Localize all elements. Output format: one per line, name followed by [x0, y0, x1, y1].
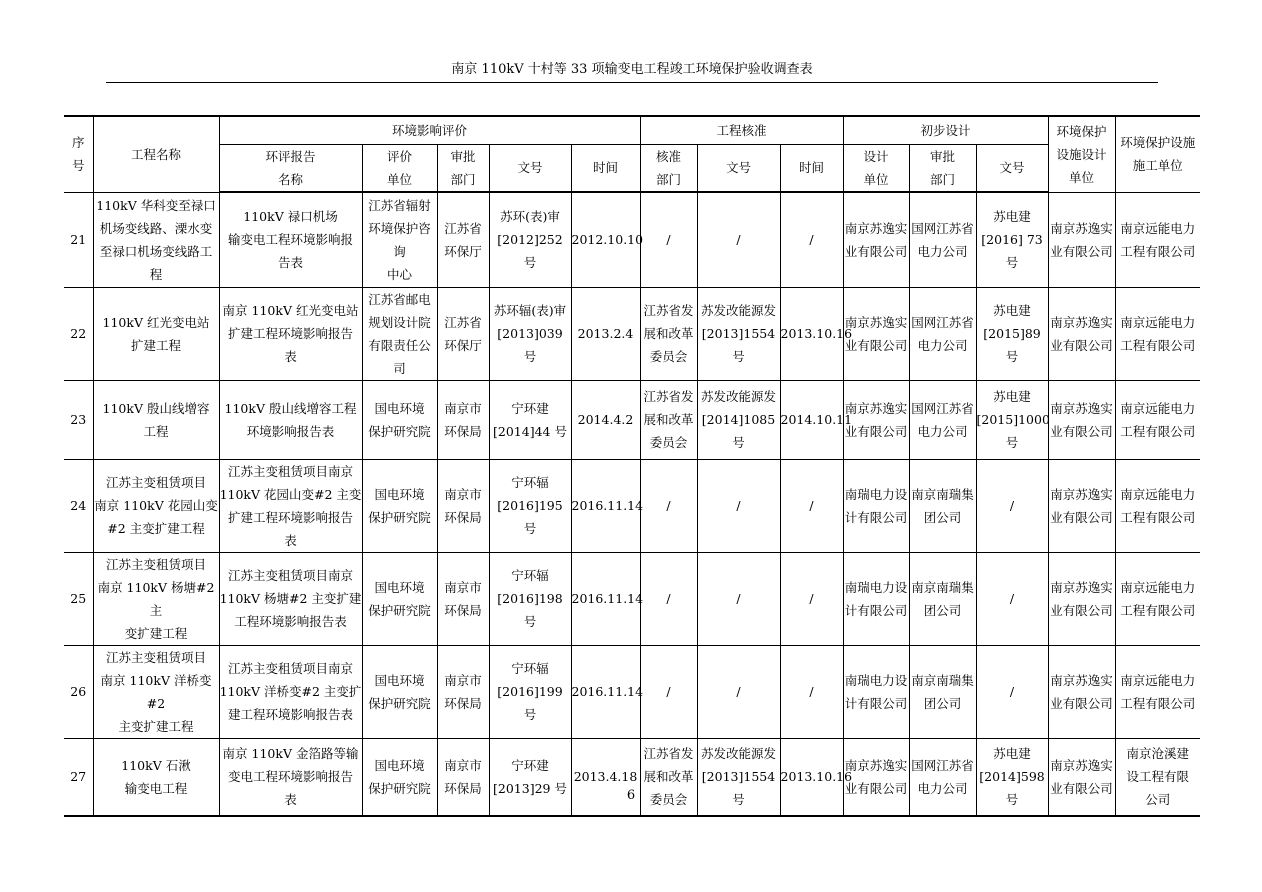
cell-approval-dept: 江苏省发 展和改革 委员会: [640, 380, 697, 459]
cell-project-name: 110kV 华科变至禄口 机场变线路、溧水变 至禄口机场变线路工 程: [93, 192, 219, 287]
cell-env-design-unit: 南京苏逸实 业有限公司: [1048, 380, 1115, 459]
cell-eia-approval-dept: 南京市 环保局: [437, 738, 489, 816]
table-row: [64, 287, 1200, 380]
cell-approval-doc-no: /: [697, 645, 780, 738]
cell-eia-approval-dept: 江苏省 环保厅: [437, 287, 489, 380]
cell-seq: 24: [64, 459, 93, 552]
table-row: [64, 192, 1200, 287]
cell-approval-time: 2013.10.16: [780, 287, 843, 380]
cell-env-design-unit: 南京苏逸实 业有限公司: [1048, 645, 1115, 738]
cell-approval-time: /: [780, 552, 843, 645]
cell-env-design-unit: 南京苏逸实 业有限公司: [1048, 459, 1115, 552]
header-eia-doc-no: 文号: [489, 144, 571, 192]
header-eia-unit: 评价 单位: [362, 144, 437, 192]
cell-design-doc-no: /: [976, 459, 1048, 552]
cell-approval-doc-no: 苏发改能源发 [2013]1554 号: [697, 738, 780, 816]
header-eia-approval-dept: 审批 部门: [437, 144, 489, 192]
cell-project-name: 江苏主变租赁项目 南京 110kV 杨塘#2 主 变扩建工程: [93, 552, 219, 645]
cell-env-construction-unit: 南京远能电力 工程有限公司: [1115, 380, 1200, 459]
header-env-design-unit: 环境保护 设施设计 单位: [1048, 116, 1115, 192]
cell-eia-unit: 江苏省邮电 规划设计院 有限责任公 司: [362, 287, 437, 380]
header-env-construction-unit: 环境保护设施 施工单位: [1115, 116, 1200, 192]
cell-approval-time: 2013.10.16: [780, 738, 843, 816]
cell-eia-doc-no: 宁环辐 [2016]198 号: [489, 552, 571, 645]
cell-eia-approval-dept: 南京市 环保局: [437, 459, 489, 552]
cell-eia-time: 2013.4.18: [571, 738, 640, 816]
header-eia-group: 环境影响评价: [219, 116, 640, 144]
cell-approval-dept: /: [640, 192, 697, 287]
cell-approval-doc-no: 苏发改能源发 [2013]1554 号: [697, 287, 780, 380]
cell-seq: 23: [64, 380, 93, 459]
cell-design-approval-dept: 南京南瑞集 团公司: [909, 645, 976, 738]
header-approval-time: 时间: [780, 144, 843, 192]
cell-design-unit: 南瑞电力设 计有限公司: [843, 459, 909, 552]
cell-design-approval-dept: 国网江苏省 电力公司: [909, 380, 976, 459]
cell-design-unit: 南京苏逸实 业有限公司: [843, 380, 909, 459]
cell-approval-dept: 江苏省发 展和改革 委员会: [640, 738, 697, 816]
cell-eia-doc-no: 宁环建 [2013]29 号: [489, 738, 571, 816]
cell-design-approval-dept: 南京南瑞集 团公司: [909, 552, 976, 645]
cell-eia-unit: 国电环境 保护研究院: [362, 459, 437, 552]
cell-approval-time: /: [780, 192, 843, 287]
cell-design-doc-no: /: [976, 645, 1048, 738]
cell-eia-unit: 国电环境 保护研究院: [362, 645, 437, 738]
cell-design-unit: 南京苏逸实 业有限公司: [843, 192, 909, 287]
cell-design-unit: 南京苏逸实 业有限公司: [843, 738, 909, 816]
cell-eia-time: 2014.4.2: [571, 380, 640, 459]
cell-eia-unit: 国电环境 保护研究院: [362, 552, 437, 645]
cell-eia-doc-no: 宁环辐 [2016]199 号: [489, 645, 571, 738]
table-row: [64, 552, 1200, 645]
cell-eia-unit: 江苏省辐射 环境保护咨 询 中心: [362, 192, 437, 287]
cell-eia-approval-dept: 南京市 环保局: [437, 380, 489, 459]
cell-approval-doc-no: /: [697, 192, 780, 287]
cell-approval-dept: /: [640, 552, 697, 645]
cell-env-design-unit: 南京苏逸实 业有限公司: [1048, 552, 1115, 645]
cell-design-doc-no: 苏电建 [2015]89 号: [976, 287, 1048, 380]
cell-approval-time: 2014.10.11: [780, 380, 843, 459]
header-eia-report-name: 环评报告 名称: [219, 144, 362, 192]
cell-eia-approval-dept: 南京市 环保局: [437, 552, 489, 645]
cell-eia-report-name: 南京 110kV 红光变电站 扩建工程环境影响报告 表: [219, 287, 362, 380]
cell-design-approval-dept: 国网江苏省 电力公司: [909, 738, 976, 816]
cell-eia-report-name: 江苏主变租赁项目南京 110kV 杨塘#2 主变扩建 工程环境影响报告表: [219, 552, 362, 645]
cell-eia-approval-dept: 江苏省 环保厅: [437, 192, 489, 287]
cell-env-design-unit: 南京苏逸实 业有限公司: [1048, 287, 1115, 380]
header-approval-group: 工程核准: [640, 116, 843, 144]
cell-approval-doc-no: /: [697, 459, 780, 552]
acceptance-survey-table: [64, 115, 1200, 817]
cell-eia-time: 2012.10.10: [571, 192, 640, 287]
cell-eia-report-name: 南京 110kV 金箔路等输 变电工程环境影响报告 表: [219, 738, 362, 816]
cell-seq: 22: [64, 287, 93, 380]
cell-project-name: 110kV 殷山线增容 工程: [93, 380, 219, 459]
cell-eia-report-name: 江苏主变租赁项目南京 110kV 洋桥变#2 主变扩 建工程环境影响报告表: [219, 645, 362, 738]
page-header-title: 南京 110kV 十村等 33 项输变电工程竣工环境保护验收调查表: [451, 62, 813, 77]
cell-eia-report-name: 110kV 禄口机场 输变电工程环境影响报 告表: [219, 192, 362, 287]
header-design-doc-no: 文号: [976, 144, 1048, 192]
cell-seq: 25: [64, 552, 93, 645]
cell-project-name: 110kV 红光变电站 扩建工程: [93, 287, 219, 380]
cell-design-approval-dept: 国网江苏省 电力公司: [909, 287, 976, 380]
cell-approval-dept: /: [640, 645, 697, 738]
cell-eia-time: 2013.2.4: [571, 287, 640, 380]
header-approval-dept: 核准 部门: [640, 144, 697, 192]
cell-eia-unit: 国电环境 保护研究院: [362, 738, 437, 816]
cell-eia-time: 2016.11.14: [571, 645, 640, 738]
header-approval-doc-no: 文号: [697, 144, 780, 192]
cell-eia-report-name: 110kV 殷山线增容工程 环境影响报告表: [219, 380, 362, 459]
cell-project-name: 110kV 石湫 输变电工程: [93, 738, 219, 816]
cell-env-construction-unit: 南京沧溪建 设工程有限 公司: [1115, 738, 1200, 816]
cell-design-unit: 南京苏逸实 业有限公司: [843, 287, 909, 380]
cell-design-doc-no: 苏电建 [2015]1000 号: [976, 380, 1048, 459]
table-row: [64, 459, 1200, 552]
cell-env-construction-unit: 南京远能电力 工程有限公司: [1115, 192, 1200, 287]
cell-eia-unit: 国电环境 保护研究院: [362, 380, 437, 459]
cell-env-construction-unit: 南京远能电力 工程有限公司: [1115, 459, 1200, 552]
cell-design-doc-no: /: [976, 552, 1048, 645]
cell-env-design-unit: 南京苏逸实 业有限公司: [1048, 192, 1115, 287]
cell-approval-doc-no: 苏发改能源发 [2014]1085 号: [697, 380, 780, 459]
header-eia-time: 时间: [571, 144, 640, 192]
cell-design-doc-no: 苏电建 [2014]598 号: [976, 738, 1048, 816]
cell-project-name: 江苏主变租赁项目 南京 110kV 洋桥变#2 主变扩建工程: [93, 645, 219, 738]
cell-seq: 27: [64, 738, 93, 816]
cell-eia-report-name: 江苏主变租赁项目南京 110kV 花园山变#2 主变 扩建工程环境影响报告 表: [219, 459, 362, 552]
cell-env-construction-unit: 南京远能电力 工程有限公司: [1115, 552, 1200, 645]
cell-env-design-unit: 南京苏逸实 业有限公司: [1048, 738, 1115, 816]
cell-env-construction-unit: 南京远能电力 工程有限公司: [1115, 645, 1200, 738]
cell-eia-doc-no: 苏环辐(表)审 [2013]039 号: [489, 287, 571, 380]
cell-eia-doc-no: 宁环建 [2014]44 号: [489, 380, 571, 459]
table-row: [64, 645, 1200, 738]
cell-env-construction-unit: 南京远能电力 工程有限公司: [1115, 287, 1200, 380]
cell-design-doc-no: 苏电建 [2016] 73 号: [976, 192, 1048, 287]
cell-eia-time: 2016.11.14: [571, 459, 640, 552]
cell-approval-dept: 江苏省发 展和改革 委员会: [640, 287, 697, 380]
cell-approval-time: /: [780, 645, 843, 738]
page-number: 6: [626, 788, 636, 803]
cell-design-approval-dept: 国网江苏省 电力公司: [909, 192, 976, 287]
header-design-unit: 设计 单位: [843, 144, 909, 192]
cell-eia-doc-no: 宁环辐 [2016]195 号: [489, 459, 571, 552]
header-project-name: 工程名称: [93, 116, 219, 192]
cell-design-unit: 南瑞电力设 计有限公司: [843, 645, 909, 738]
cell-eia-time: 2016.11.14: [571, 552, 640, 645]
cell-approval-time: /: [780, 459, 843, 552]
cell-design-approval-dept: 南京南瑞集 团公司: [909, 459, 976, 552]
cell-seq: 26: [64, 645, 93, 738]
cell-approval-dept: /: [640, 459, 697, 552]
header-design-group: 初步设计: [843, 116, 1048, 144]
table-row: [64, 738, 1200, 816]
cell-design-unit: 南瑞电力设 计有限公司: [843, 552, 909, 645]
header-seq: 序 号: [64, 116, 93, 192]
header-rule: [106, 82, 1158, 83]
cell-eia-approval-dept: 南京市 环保局: [437, 645, 489, 738]
cell-project-name: 江苏主变租赁项目 南京 110kV 花园山变 #2 主变扩建工程: [93, 459, 219, 552]
cell-eia-doc-no: 苏环(表)审 [2012]252 号: [489, 192, 571, 287]
cell-seq: 21: [64, 192, 93, 287]
header-design-approval-dept: 审批 部门: [909, 144, 976, 192]
table-row: [64, 380, 1200, 459]
cell-approval-doc-no: /: [697, 552, 780, 645]
